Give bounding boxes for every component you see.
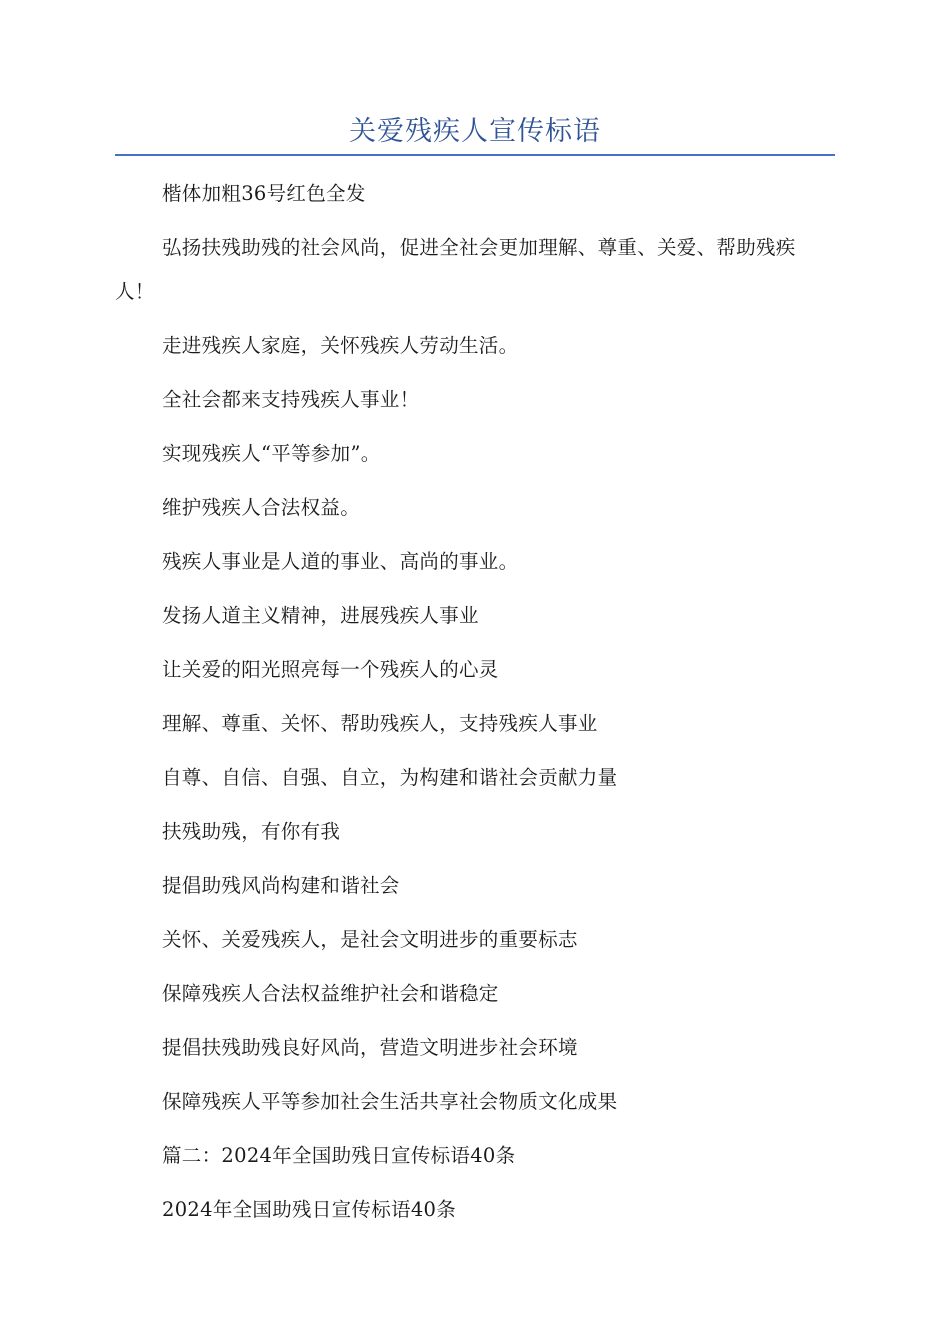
paragraph: 全社会都来支持残疾人事业！ (162, 388, 420, 411)
paragraph: 发扬人道主义精神，进展残疾人事业 (162, 604, 479, 627)
title-underline (115, 154, 835, 156)
document-body (115, 172, 835, 1242)
paragraph: 扶残助残，有你有我 (162, 820, 341, 843)
paragraph: 楷体加粗36号红色全发 (162, 182, 366, 205)
paragraph: 让关爱的阳光照亮每一个残疾人的心灵 (162, 658, 499, 681)
paragraph: 提倡助残风尚构建和谐社会 (162, 874, 400, 897)
paragraph: 自尊、自信、自强、自立，为构建和谐社会贡献力量 (162, 766, 618, 789)
paragraph: 提倡扶残助残良好风尚，营造文明进步社会环境 (162, 1036, 578, 1059)
paragraph: 理解、尊重、关怀、帮助残疾人，支持残疾人事业 (162, 712, 598, 735)
paragraph: 残疾人事业是人道的事业、高尚的事业。 (162, 550, 519, 573)
section-heading: 篇二：2024年全国助残日宣传标语40条 (162, 1144, 516, 1167)
paragraph: 2024年全国助残日宣传标语40条 (162, 1198, 457, 1221)
paragraph: 关怀、关爱残疾人，是社会文明进步的重要标志 (162, 928, 578, 951)
paragraph: 保障残疾人平等参加社会生活共享社会物质文化成果 (162, 1090, 618, 1113)
paragraph: 实现残疾人“平等参加”。 (162, 442, 381, 465)
paragraph: 维护残疾人合法权益。 (162, 496, 361, 519)
document-title: 关爱残疾人宣传标语 (349, 116, 601, 147)
paragraph: 保障残疾人合法权益维护社会和谐稳定 (162, 982, 499, 1005)
paragraph: 弘扬扶残助残的社会风尚，促进全社会更加理解、尊重、关爱、帮助残疾人！ (115, 236, 796, 303)
paragraph: 走进残疾人家庭，关怀残疾人劳动生活。 (162, 334, 519, 357)
